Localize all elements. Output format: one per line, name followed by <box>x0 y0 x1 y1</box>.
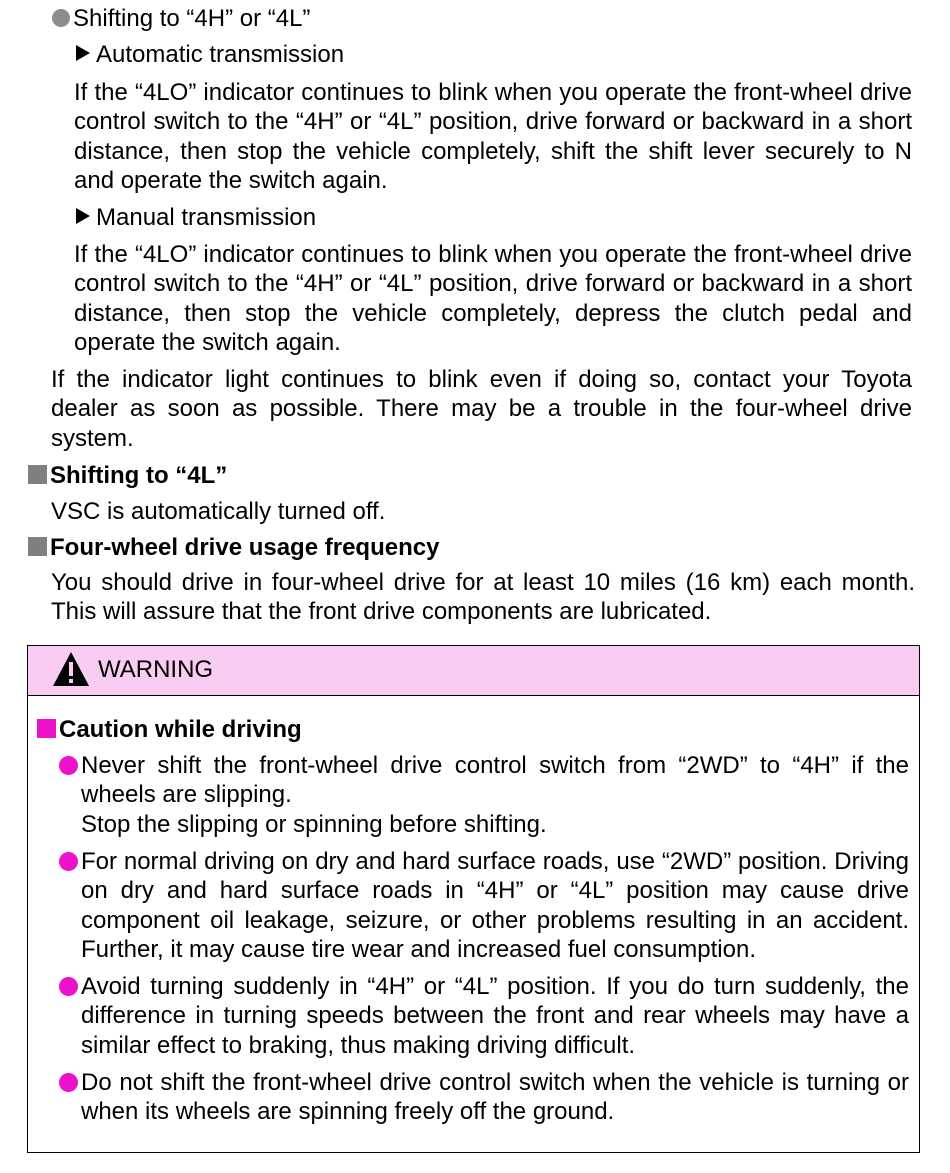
warning-header <box>28 646 919 696</box>
magenta-square-icon <box>37 719 56 738</box>
section-heading-shifting-4l: Shifting to “4L” <box>28 461 227 490</box>
manual-transmission-heading: Manual transmission <box>76 203 316 232</box>
magenta-bullet-icon <box>59 977 78 996</box>
intro-bullet-heading: Shifting to “4H” or “4L” <box>52 4 310 33</box>
manual-transmission-body: If the “4LO” indicator continues to blink when you operate the front-wheel drive control switch to the “4H” or “4L” position, drive forward or backward in a short distance, then stop the vehicle completely, depress the clutch pedal and operate the switch again. <box>74 241 912 356</box>
warning-item-text: Never shift the front-wheel drive control switch from “2WD” to “4H” if the wheels are slipping. <box>81 752 909 809</box>
warning-item-extra: Stop the slipping or spinning before shifting. <box>81 810 547 838</box>
section-body-usage-frequency: You should drive in four-wheel drive for at least 10 miles (16 km) each month. This will assure that the front drive components are lubricated. <box>51 569 915 626</box>
gray-bullet-icon <box>52 9 70 27</box>
warning-item: Avoid turning suddenly in “4H” or “4L” position. If you do turn suddenly, the difference in turning speeds between the front and rear wheels may have a similar effect to braking, thus making driving difficult. <box>81 973 909 1059</box>
warning-triangle-icon <box>52 651 90 687</box>
triangle-right-icon <box>76 208 90 224</box>
warning-box <box>27 645 920 1153</box>
section-body-shifting-4l: VSC is automatically turned off. <box>51 498 386 525</box>
triangle-right-icon <box>76 45 90 61</box>
magenta-bullet-icon <box>59 756 78 775</box>
followup-paragraph: If the indicator light continues to blink even if doing so, contact your Toyota dealer as soon as possible. There may be a trouble in the four-wheel drive system. <box>51 366 912 452</box>
warning-item <box>81 751 909 839</box>
magenta-bullet-icon <box>59 852 78 871</box>
auto-transmission-heading: Automatic transmission <box>76 40 344 69</box>
warning-item: For normal driving on dry and hard surface roads, use “2WD” position. Driving on dry and hard surface roads in “4H” or “4L” position may cause drive component oil leakage, seizure, or other problems resulting in an accident. Further, it may cause tire wear and increased fuel consumption. <box>81 848 909 963</box>
warning-label: WARNING <box>98 656 214 683</box>
auto-transmission-body: If the “4LO” indicator continues to blink when you operate the front-wheel drive control switch to the “4H” or “4L” position, drive forward or backward in a short distance, then stop the vehicle completely, shift the shift lever securely to N and operate the switch again. <box>74 79 912 194</box>
gray-square-icon <box>28 537 47 556</box>
section-heading-usage-frequency: Four-wheel drive usage frequency <box>28 533 439 562</box>
warning-item: Do not shift the front-wheel drive control switch when the vehicle is turning or when its wheels are spinning freely off the ground. <box>81 1069 909 1126</box>
magenta-bullet-icon <box>59 1073 78 1092</box>
gray-square-icon <box>28 465 47 484</box>
warning-subheading: Caution while driving <box>37 715 302 744</box>
